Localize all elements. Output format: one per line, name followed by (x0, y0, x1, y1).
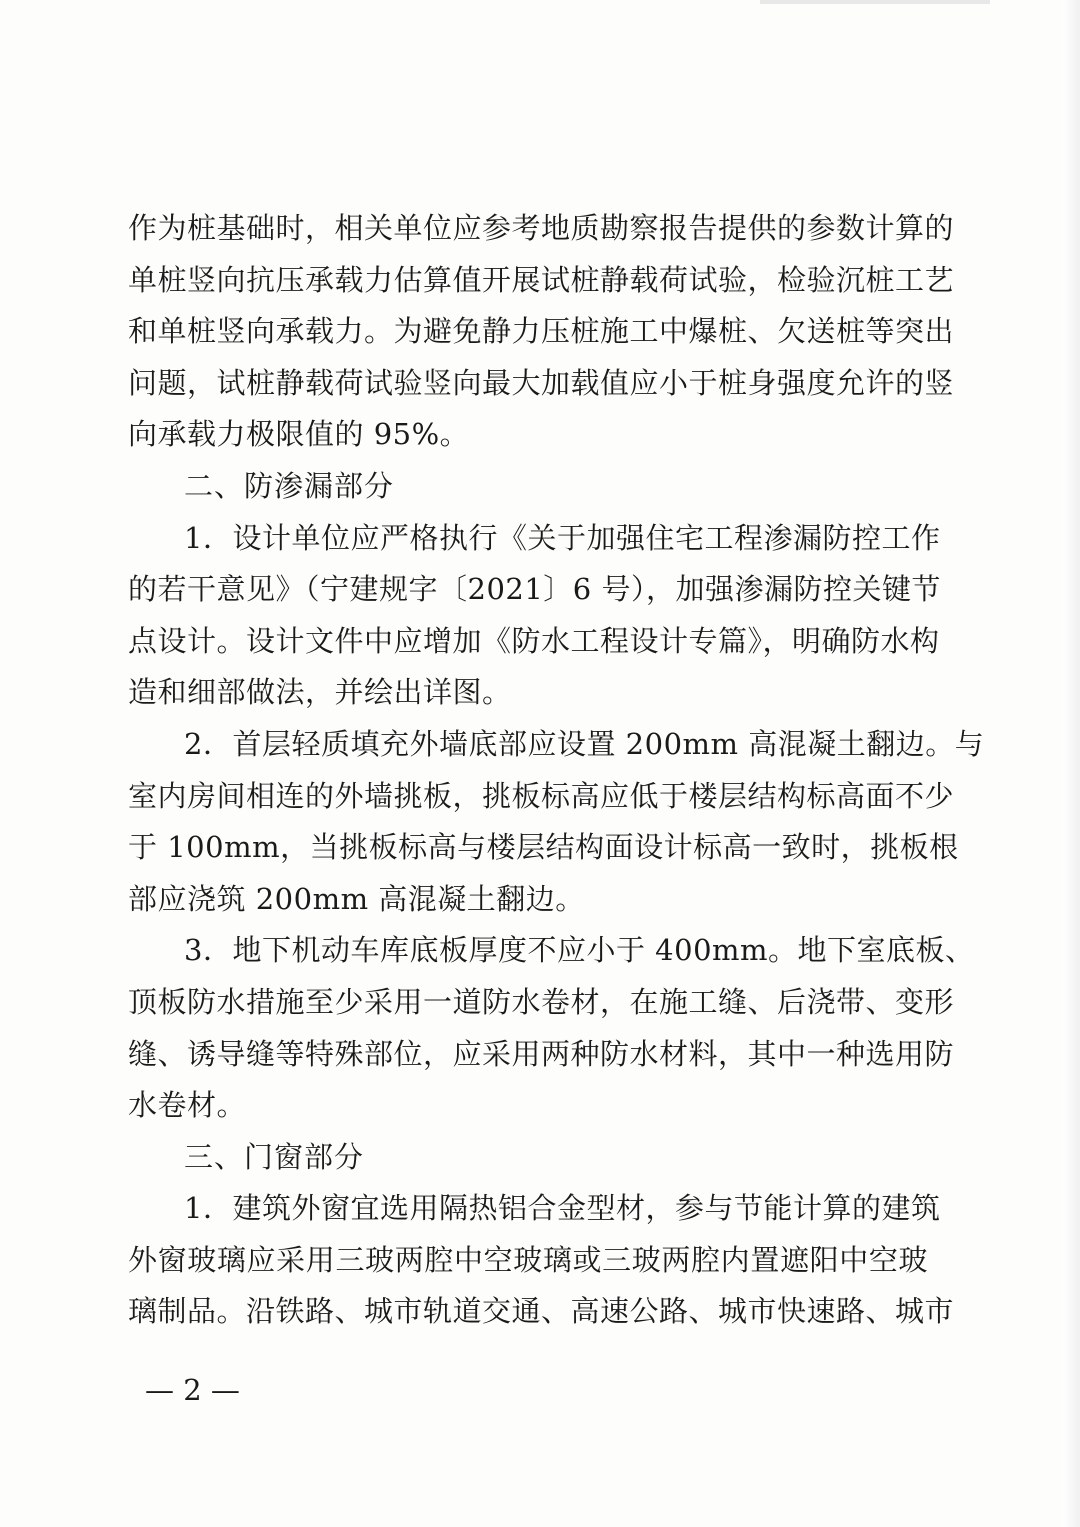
text-line: 单桩竖向抗压承载力估算值开展试桩静载荷试验，检验沉桩工艺 (128, 262, 955, 297)
text-line: 室内房间相连的外墙挑板，挑板标高应低于楼层结构标高面不少 (128, 778, 955, 813)
text-line: 3．地下机动车库底板厚度不应小于 400mm。地下室底板、 (184, 933, 975, 968)
text-line: 问题，试桩静载荷试验竖向最大加载值应小于桩身强度允许的竖 (128, 365, 955, 400)
text-line: 造和细部做法，并绘出详图。 (128, 675, 512, 710)
paragraph-pile-testing (128, 203, 955, 461)
scan-top-edge (760, 0, 990, 4)
document-body (128, 203, 985, 1338)
text-line: 缝、诱导缝等特殊部位，应采用两种防水材料，其中一种选用防 (128, 1036, 955, 1071)
paragraph-anti-leakage-2 (128, 719, 985, 925)
paragraph-anti-leakage-1 (128, 513, 941, 719)
text-line: 2．首层轻质填充外墙底部应设置 200mm 高混凝土翻边。与 (184, 726, 985, 761)
text-line: 部应浇筑 200mm 高混凝土翻边。 (128, 881, 585, 916)
text-line: 1．建筑外窗宜选用隔热铝合金型材，参与节能计算的建筑 (184, 1191, 941, 1226)
section-heading-doors-windows: 三、门窗部分 (184, 1139, 365, 1174)
text-line: 点设计。设计文件中应增加《防水工程设计专篇》，明确防水构 (128, 623, 940, 658)
paragraph-doors-windows-1 (128, 1183, 955, 1338)
text-line: 水卷材。 (128, 1088, 247, 1123)
section-heading-anti-leakage: 二、防渗漏部分 (184, 468, 395, 503)
text-line: 向承载力极限值的 95%。 (128, 417, 470, 452)
page-number: — 2 — (145, 1373, 240, 1407)
paragraph-anti-leakage-3 (128, 925, 975, 1131)
text-line: 1．设计单位应严格执行《关于加强住宅工程渗漏防控工作 (184, 520, 941, 555)
text-line: 作为桩基础时，相关单位应参考地质勘察报告提供的参数计算的 (128, 211, 955, 245)
text-line: 顶板防水措施至少采用一道防水卷材，在施工缝、后浇带、变形 (128, 984, 955, 1019)
text-line: 和单桩竖向承载力。为避免静力压桩施工中爆桩、欠送桩等突出 (128, 314, 955, 349)
text-line: 的若干意见》（宁建规字〔2021〕6 号），加强渗漏防控关键节 (128, 572, 941, 607)
scan-right-edge (1062, 0, 1080, 1527)
text-line: 外窗玻璃应采用三玻两腔中空玻璃或三玻两腔内置遮阳中空玻 (128, 1242, 928, 1277)
text-line: 璃制品。沿铁路、城市轨道交通、高速公路、城市快速路、城市 (128, 1294, 955, 1329)
text-line: 于 100mm，当挑板标高与楼层结构面设计标高一致时，挑板根 (128, 830, 959, 865)
